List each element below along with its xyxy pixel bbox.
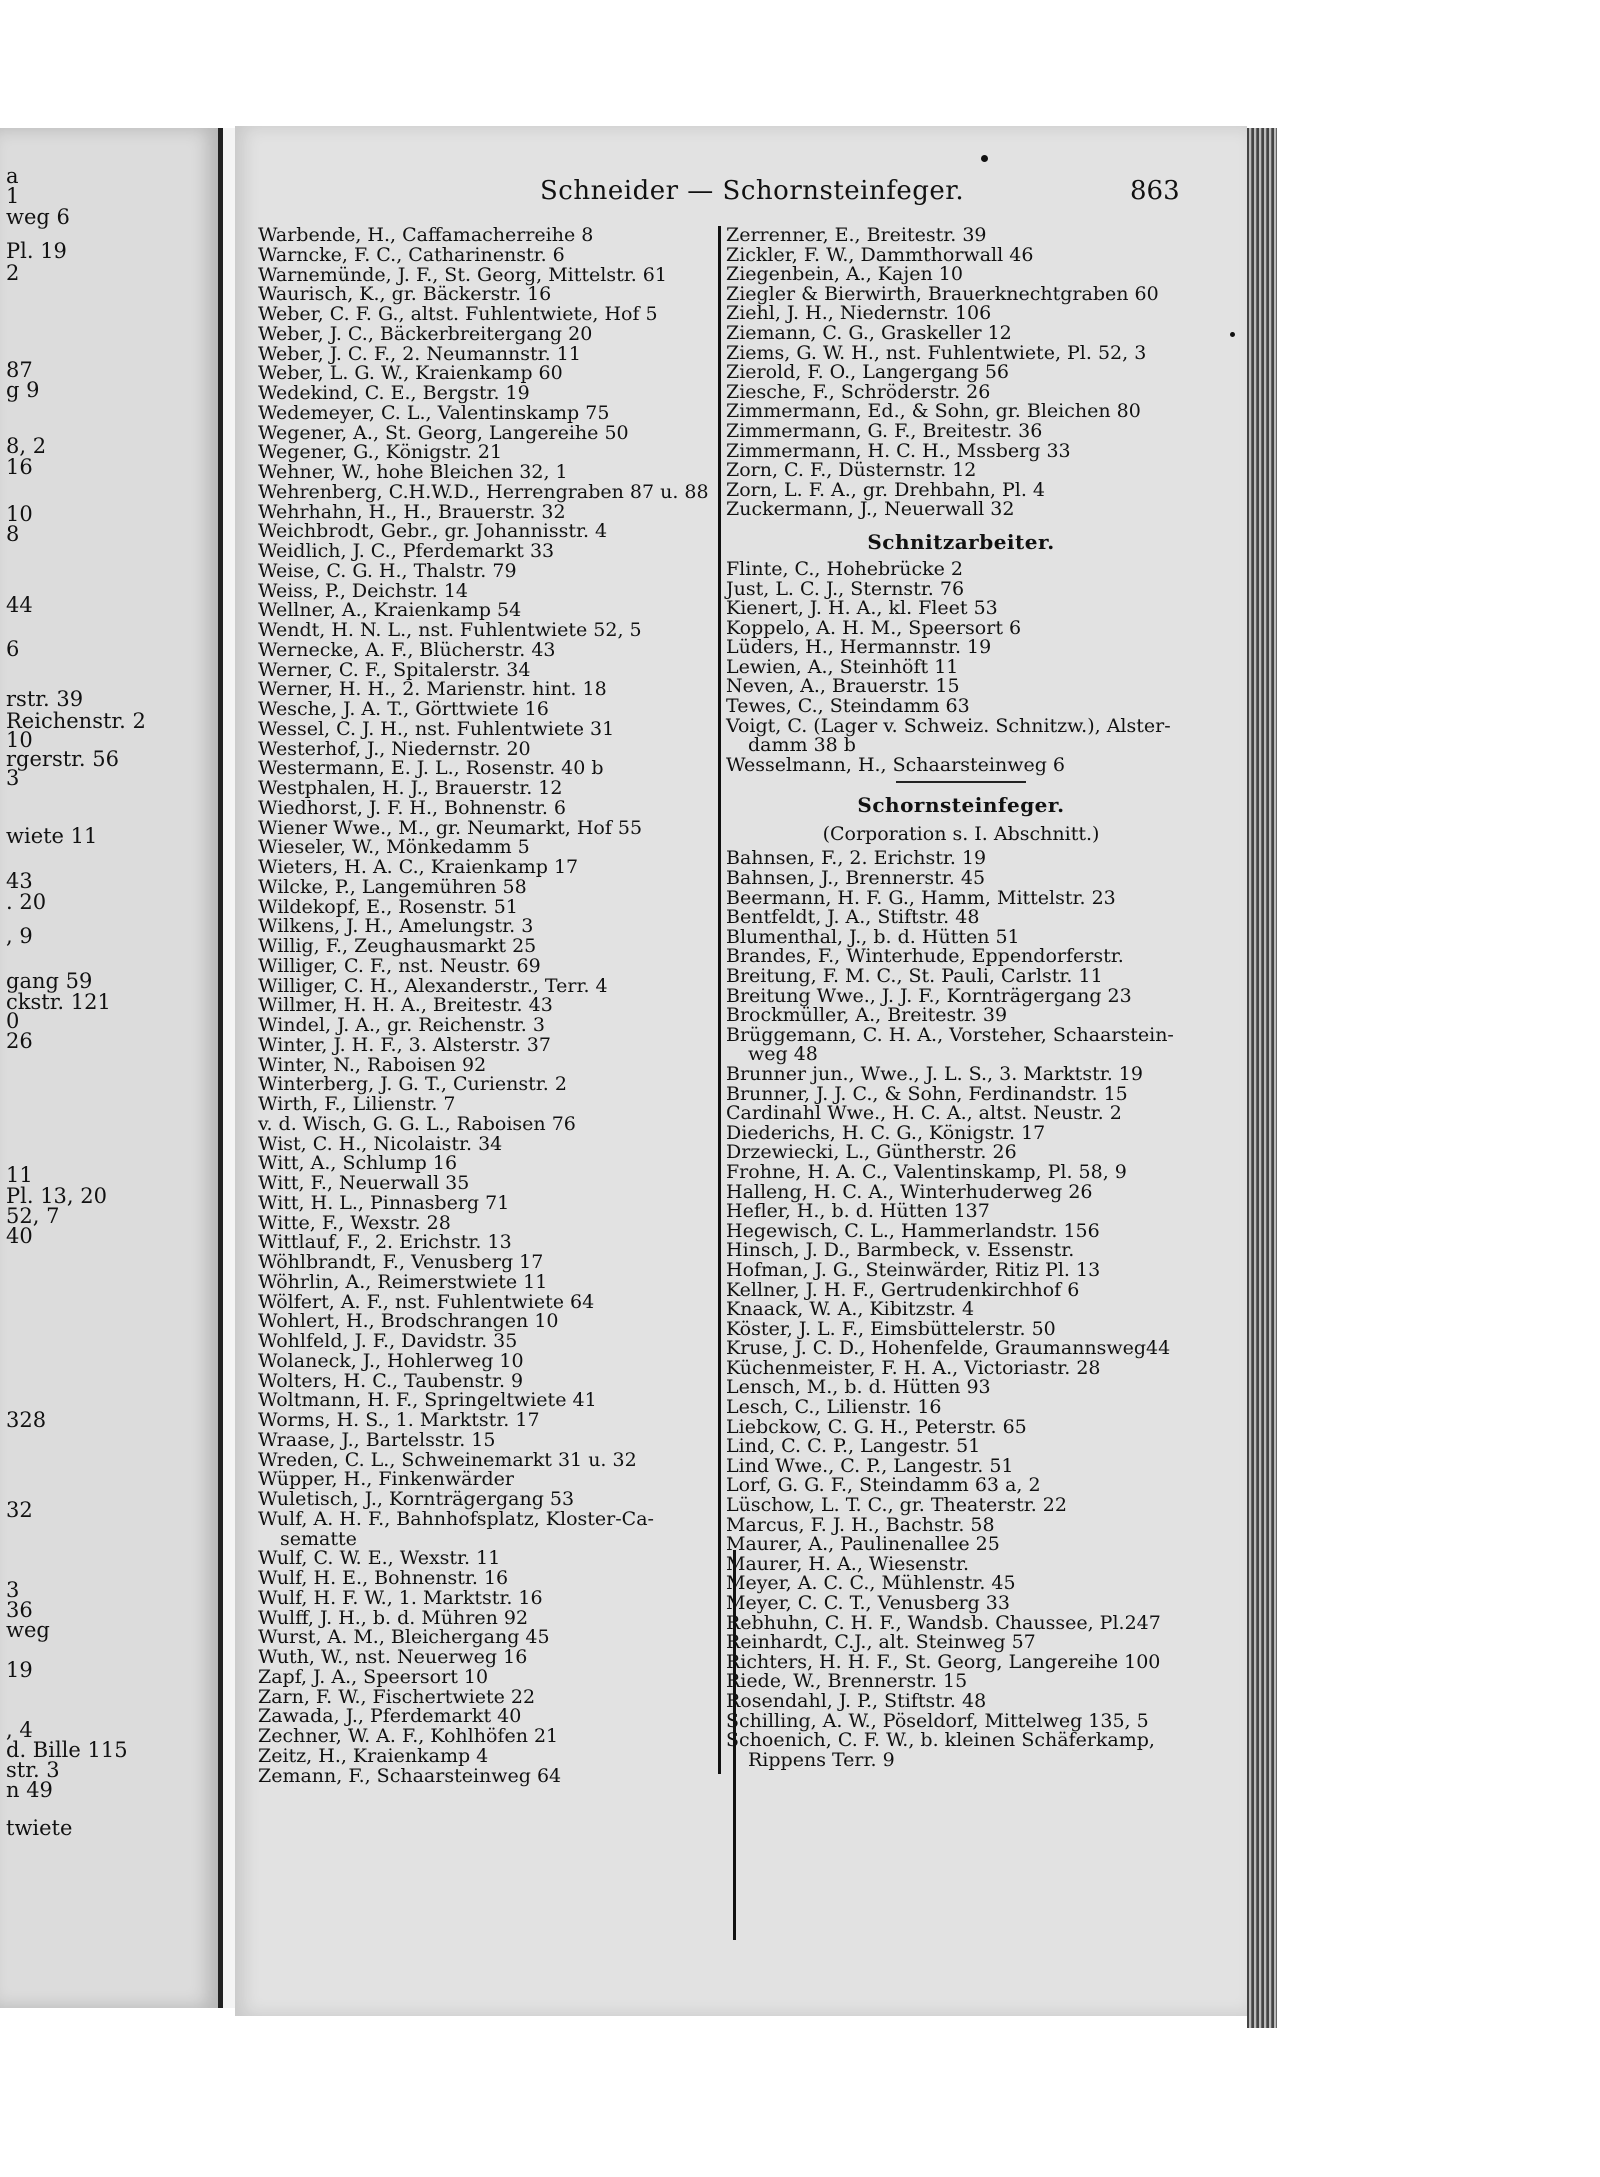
left-page-text-fragment: 8 (6, 522, 20, 546)
directory-entry: Brunner jun., Wwe., J. L. S., 3. Marktstr. 19 (726, 1062, 1143, 1085)
directory-entry: Wieters, H. A. C., Kraienkamp 17 (258, 856, 579, 878)
directory-entry: Wölfert, A. F., nst. Fuhlentwiete 64 (258, 1290, 595, 1313)
directory-entry: Tewes, C., Steindamm 63 (726, 695, 970, 718)
directory-entry: Zimmermann, Ed., & Sohn, gr. Bleichen 80 (726, 400, 1141, 423)
directory-entry: Lorf, G. G. F., Steindamm 63 a, 2 (726, 1474, 1041, 1497)
left-page-text-fragment: 10 (6, 502, 33, 526)
directory-entry: Lesch, C., Lilienstr. 16 (726, 1396, 942, 1419)
left-page-text-fragment: 26 (6, 1029, 33, 1053)
directory-entry: Wernecke, A. F., Blücherstr. 43 (258, 638, 556, 661)
directory-entry: Lensch, M., b. d. Hütten 93 (726, 1376, 991, 1399)
directory-entry: Ziesche, F., Schröderstr. 26 (726, 380, 991, 403)
directory-entry: sematte (280, 1527, 357, 1550)
directory-entry: Wieseler, W., Mönkedamm 5 (258, 836, 530, 859)
directory-entry: Witt, A., Schlump 16 (258, 1152, 458, 1175)
directory-entry: Lüders, H., Hermannstr. 19 (726, 636, 992, 659)
directory-entry: Ziems, G. W. H., nst. Fuhlentwiete, Pl. 52, 3 (726, 341, 1147, 364)
directory-entry: Warbende, H., Caffamacherreihe 8 (258, 224, 594, 246)
directory-entry: Zeitz, H., Kraienkamp 4 (258, 1744, 489, 1767)
directory-entry: Weber, L. G. W., Kraienkamp 60 (258, 362, 563, 385)
directory-entry: Köster, J. L. F., Eimsbüttelerstr. 50 (726, 1317, 1056, 1340)
directory-entry: Weichbrodt, Gebr., gr. Johannisstr. 4 (258, 520, 608, 543)
directory-entry: Zimmermann, G. F., Breitestr. 36 (726, 419, 1043, 442)
schornsteinfeger-entries (726, 849, 1196, 1770)
directory-entry: Werner, H. H., 2. Marienstr. hint. 18 (258, 678, 607, 701)
directory-entry: Hegewisch, C. L., Hammerlandstr. 156 (726, 1219, 1100, 1242)
directory-entry: Wittlauf, F., 2. Erichstr. 13 (258, 1231, 512, 1254)
directory-entry: Willmer, H. H. A., Breitestr. 43 (258, 994, 553, 1017)
directory-entry: Zorn, L. F. A., gr. Drehbahn, Pl. 4 (726, 478, 1045, 501)
directory-entry: Wolters, H. C., Taubenstr. 9 (258, 1369, 524, 1392)
directory-entry: Westermann, E. J. L., Rosenstr. 40 b (258, 757, 604, 780)
directory-entry: damm 38 b (748, 734, 856, 757)
directory-entry: Schilling, A. W., Pöseldorf, Mittelweg 135, 5 (726, 1709, 1149, 1732)
left-page-text-fragment: 3 (6, 766, 20, 790)
directory-entry: Just, L. C. J., Sternstr. 76 (726, 577, 965, 600)
directory-entry: Brunner, J. J. C., & Sohn, Ferdinandstr. 15 (726, 1082, 1128, 1105)
left-page-text-fragment: 0 (6, 1009, 20, 1033)
directory-entry: Wohlert, H., Brodschrangen 10 (258, 1310, 559, 1333)
directory-entry: Ziehl, J. H., Niedernstr. 106 (726, 302, 992, 325)
directory-entry: Wegener, A., St. Georg, Langereihe 50 (258, 421, 629, 444)
left-page-text-fragment: gang 59 (6, 969, 93, 993)
directory-entry: Wirth, F., Lilienstr. 7 (258, 1093, 456, 1115)
directory-entry: Westphalen, H. J., Brauerstr. 12 (258, 777, 563, 799)
left-page-text-fragment: wiete 11 (6, 824, 98, 848)
directory-entry: Zemann, F., Schaarsteinweg 64 (258, 1764, 562, 1787)
left-page-text-fragment: d. Bille 115 (6, 1738, 128, 1762)
directory-entry: Blumenthal, J., b. d. Hütten 51 (726, 925, 1020, 948)
directory-entry: Ziemann, C. G., Graskeller 12 (726, 321, 1012, 344)
directory-entry: Zarn, F. W., Fischertwiete 22 (258, 1685, 536, 1708)
directory-entry: Wöhrlin, A., Reimerstwiete 11 (258, 1270, 548, 1293)
directory-entry: Winter, N., Raboisen 92 (258, 1053, 487, 1076)
directory-entry: Zawada, J., Pferdemarkt 40 (258, 1705, 522, 1728)
directory-entry: Wuth, W., nst. Neuerweg 16 (258, 1646, 528, 1668)
directory-entry: Witt, H. L., Pinnasberg 71 (258, 1191, 510, 1214)
directory-entry: Hinsch, J. D., Barmbeck, v. Essenstr. (726, 1239, 1075, 1262)
directory-entry: Waurisch, K., gr. Bäckerstr. 16 (258, 283, 552, 306)
left-page-text-fragment: 2 (6, 261, 20, 285)
left-page-text-fragment: rgerstr. 56 (6, 747, 119, 771)
directory-entry: Woltmann, H. F., Springeltwiete 41 (258, 1389, 597, 1412)
left-page-text-fragment: 11 (6, 1163, 33, 1187)
directory-entry: Küchenmeister, F. H. A., Victoriastr. 28 (726, 1356, 1101, 1379)
directory-entry: Weber, J. C., Bäckerbreitergang 20 (258, 322, 593, 345)
directory-entry: Rosendahl, J. P., Stiftstr. 48 (726, 1689, 987, 1712)
directory-entry: Zierold, F. O., Langergang 56 (726, 361, 1010, 384)
directory-entry: Schoenich, C. F. W., b. kleinen Schäferkamp, (726, 1729, 1155, 1752)
directory-entry: Witt, F., Neuerwall 35 (258, 1172, 470, 1194)
directory-entry: Weidlich, J. C., Pferdemarkt 33 (258, 540, 555, 562)
directory-entry: Zerrenner, E., Breitestr. 39 (726, 224, 987, 246)
directory-entry: Meyer, A. C. C., Mühlenstr. 45 (726, 1572, 1016, 1595)
left-page-text-fragment: 6 (6, 637, 20, 661)
directory-entry: Warncke, F. C., Catharinenstr. 6 (258, 243, 565, 266)
section-heading-schornsteinfeger: Schornsteinfeger. (857, 793, 1065, 818)
directory-entry: Zapf, J. A., Speersort 10 (258, 1665, 489, 1688)
directory-entry: Richters, H. H. F., St. Georg, Langereihe 100 (726, 1650, 1161, 1673)
directory-entry: Lind, C. C. P., Langestr. 51 (726, 1435, 981, 1458)
section-heading-schnitzarbeiter: Schnitzarbeiter. (867, 529, 1055, 554)
directory-entry: Wuletisch, J., Kornträgergang 53 (258, 1488, 575, 1510)
directory-entry: Wesselmann, H., Schaarsteinweg 6 (726, 753, 1066, 776)
directory-entry: Neven, A., Brauerstr. 15 (726, 675, 960, 698)
running-header: Schneider — Schornsteinfeger. (540, 176, 965, 206)
directory-entry: Wehrenberg, C.H.W.D., Herrengraben 87 u. 88 (258, 480, 709, 503)
directory-entry: Wulf, H. F. W., 1. Marktstr. 16 (258, 1586, 543, 1609)
directory-entry: Breitung, F. M. C., St. Pauli, Carlstr. 11 (726, 965, 1103, 987)
directory-entry: Diederichs, H. C. G., Königstr. 17 (726, 1121, 1046, 1144)
directory-entry: Wehrhahn, H., H., Brauerstr. 32 (258, 500, 566, 523)
directory-entry: Windel, J. A., gr. Reichenstr. 3 (258, 1014, 545, 1036)
directory-entry: Wulff, J. H., b. d. Mühren 92 (258, 1606, 529, 1629)
directory-entry: Wulf, A. H. F., Bahnhofsplatz, Kloster-Ca- (258, 1507, 654, 1530)
directory-entry: Wraase, J., Bartelsstr. 15 (258, 1428, 496, 1451)
section-subtitle: (Corporation s. I. Abschnitt.) (822, 823, 1100, 846)
directory-entry: Lüschow, L. T. C., gr. Theaterstr. 22 (726, 1494, 1067, 1517)
left-page-text-fragment: n 49 (6, 1778, 53, 1802)
directory-column-1 (258, 226, 713, 1786)
left-page-text-fragment: twiete (6, 1816, 73, 1840)
ink-spot (981, 155, 988, 162)
page-edges (1247, 128, 1277, 2028)
left-page-text-fragment: rstr. 39 (6, 687, 84, 711)
directory-entry: Warnemünde, J. F., St. Georg, Mittelstr. 61 (258, 263, 667, 286)
directory-entry: Wendt, H. N. L., nst. Fuhlentwiete 52, 5 (258, 619, 642, 641)
directory-entry: Voigt, C. (Lager v. Schweiz. Schnitzw.), Alster- (726, 714, 1171, 737)
page-number: 863 (1130, 176, 1180, 206)
directory-entry: Reinhardt, C.J., alt. Steinweg 57 (726, 1631, 1036, 1654)
directory-entry: Wulf, H. E., Bohnenstr. 16 (258, 1567, 509, 1589)
directory-entry: Rippens Terr. 9 (748, 1748, 895, 1771)
directory-entry: Zuckermann, J., Neuerwall 32 (726, 498, 1015, 521)
directory-entry: Willig, F., Zeughausmarkt 25 (258, 935, 537, 957)
column-rule (718, 226, 721, 1774)
left-page-text-fragment: 32 (6, 1498, 33, 1522)
section-separator (896, 781, 1026, 783)
left-page-text-fragment: 328 (6, 1408, 47, 1432)
directory-entry: Winter, J. H. F., 3. Alsterstr. 37 (258, 1033, 551, 1056)
left-page-text-fragment: ckstr. 121 (6, 990, 111, 1014)
directory-entry: Worms, H. S., 1. Marktstr. 17 (258, 1409, 540, 1431)
left-page-text-fragment: , 4 (6, 1718, 33, 1742)
left-page-text-fragment: 40 (6, 1224, 33, 1248)
directory-entry: Bahnsen, J., Brennerstr. 45 (726, 867, 986, 890)
directory-entry: Drzewiecki, L., Güntherstr. 26 (726, 1141, 1017, 1164)
left-page-text-fragment: str. 3 (6, 1758, 60, 1782)
left-page-text-fragment: 1 (6, 184, 20, 208)
directory-entry: Hefler, H., b. d. Hütten 137 (726, 1200, 990, 1223)
directory-entry: Wildekopf, E., Rosenstr. 51 (258, 895, 518, 918)
directory-entry: weg 48 (748, 1043, 818, 1066)
schneider-entries-continued (726, 226, 1196, 520)
book-gutter (223, 128, 235, 2008)
directory-entry: Beermann, H. F. G., Hamm, Mittelstr. 23 (726, 886, 1116, 909)
directory-entry: Maurer, A., Paulinenallee 25 (726, 1533, 1000, 1556)
directory-entry: Zorn, C. F., Düsternstr. 12 (726, 459, 977, 482)
directory-entry: Weber, C. F. G., altst. Fuhlentwiete, Hof 5 (258, 303, 658, 325)
directory-entry: Halleng, H. C. A., Winterhuderweg 26 (726, 1180, 1093, 1203)
directory-entry: v. d. Wisch, G. G. L., Raboisen 76 (258, 1112, 576, 1135)
left-page-text-fragment: 19 (6, 1658, 33, 1682)
left-page-text-fragment: 16 (6, 455, 33, 479)
left-page-text-fragment: . 20 (6, 890, 47, 914)
directory-entry: Bahnsen, F., 2. Erichstr. 19 (726, 847, 987, 870)
directory-entry: Brockmüller, A., Breitestr. 39 (726, 1004, 1008, 1027)
left-page-text-fragment: 8, 2 (6, 434, 47, 458)
left-page-text-fragment: 10 (6, 728, 33, 752)
left-page-text-fragment: Pl. 19 (6, 239, 67, 263)
directory-entry: Meyer, C. C. T., Venusberg 33 (726, 1592, 1010, 1614)
schnitzarbeiter-entries (726, 557, 1196, 776)
directory-entry: Ziegler & Bierwirth, Brauerknechtgraben 60 (726, 282, 1159, 305)
directory-entry: Williger, C. H., Alexanderstr., Terr. 4 (258, 974, 608, 997)
directory-entry: Witte, F., Wexstr. 28 (258, 1211, 451, 1234)
directory-entry: Wiener Wwe., M., gr. Neumarkt, Hof 55 (258, 816, 643, 839)
directory-entry: Zimmermann, H. C. H., Mssberg 33 (726, 439, 1071, 462)
directory-entry: Wessel, C. J. H., nst. Fuhlentwiete 31 (258, 717, 615, 740)
directory-entry: Breitung Wwe., J. J. F., Kornträgergang 23 (726, 984, 1132, 1007)
directory-entry: Wurst, A. M., Bleichergang 45 (258, 1626, 550, 1649)
directory-entry: Westerhof, J., Niedernstr. 20 (258, 737, 531, 760)
directory-column-2 (726, 226, 1196, 1770)
left-page-text-fragment: Reichenstr. 2 (6, 709, 146, 733)
directory-entry: Wilkens, J. H., Amelungstr. 3 (258, 915, 534, 938)
directory-entry: Bentfeldt, J. A., Stiftstr. 48 (726, 906, 980, 929)
left-page-text-fragment: a (6, 164, 19, 188)
directory-entry: Wohlfeld, J. F., Davidstr. 35 (258, 1330, 518, 1352)
directory-entry: Flinte, C., Hohebrücke 2 (726, 557, 964, 580)
directory-entry: Kienert, J. H. A., kl. Fleet 53 (726, 597, 998, 620)
directory-entry: Marcus, F. J. H., Bachstr. 58 (726, 1513, 995, 1536)
directory-entry: Brüggemann, C. H. A., Vorsteher, Schaarstein- (726, 1023, 1174, 1046)
directory-entry: Kellner, J. H. F., Gertrudenkirchhof 6 (726, 1278, 1080, 1301)
left-page-text-fragment: , 9 (6, 924, 33, 948)
directory-entry: Weiss, P., Deichstr. 14 (258, 579, 469, 602)
directory-entry: Maurer, H. A., Wiesenstr. (726, 1552, 970, 1575)
directory-entry: Wiedhorst, J. F. H., Bohnenstr. 6 (258, 796, 567, 819)
left-page-text-fragment: g 9 (6, 378, 40, 402)
directory-entry: Wedekind, C. E., Bergstr. 19 (258, 382, 530, 404)
directory-entry: Williger, C. F., nst. Neustr. 69 (258, 954, 541, 977)
directory-entry: Wüpper, H., Finkenwärder (258, 1468, 514, 1491)
ink-spot (1230, 332, 1235, 337)
left-page-text-fragment: weg 6 (6, 205, 70, 229)
directory-entry: Wesche, J. A. T., Görttwiete 16 (258, 698, 549, 720)
left-page-text-fragment: 3 (6, 1578, 20, 1602)
directory-entry: Zechner, W. A. F., Kohlhöfen 21 (258, 1725, 559, 1747)
directory-entry: Knaack, W. A., Kibitzstr. 4 (726, 1298, 975, 1321)
directory-entry: Kruse, J. C. D., Hohenfelde, Graumannsweg44 (726, 1337, 1171, 1360)
directory-entry: Zickler, F. W., Dammthorwall 46 (726, 243, 1034, 266)
directory-entry: Lewien, A., Steinhöft 11 (726, 655, 959, 678)
directory-entry: Lind Wwe., C. P., Langestr. 51 (726, 1454, 1014, 1477)
directory-entry: Wehner, W., hohe Bleichen 32, 1 (258, 461, 568, 483)
directory-entry: Wilcke, P., Langemühren 58 (258, 875, 527, 898)
directory-entry: Wolaneck, J., Hohlerweg 10 (258, 1349, 524, 1372)
left-page-text-fragment: weg (6, 1618, 50, 1642)
directory-entry: Wöhlbrandt, F., Venusberg 17 (258, 1251, 544, 1273)
directory-entry: Brandes, F., Winterhude, Eppendorferstr. (726, 945, 1124, 968)
left-page-text-fragment: 52, 7 (6, 1204, 60, 1228)
directory-entry: Wreden, C. L., Schweinemarkt 31 u. 32 (258, 1448, 637, 1471)
directory-entry: Weber, J. C. F., 2. Neumannstr. 11 (258, 342, 581, 365)
left-page-text-fragment: 87 (6, 358, 33, 382)
directory-entry: Rebhuhn, C. H. F., Wandsb. Chaussee, Pl.247 (726, 1611, 1161, 1634)
directory-entry: Wegener, G., Königstr. 21 (258, 441, 503, 464)
directory-entry: Wulf, C. W. E., Wexstr. 11 (258, 1547, 501, 1570)
left-page-text-fragment: 43 (6, 869, 33, 893)
directory-entry: Ziegenbein, A., Kajen 10 (726, 263, 963, 286)
directory-entry: Riede, W., Brennerstr. 15 (726, 1670, 968, 1693)
directory-entry: Frohne, H. A. C., Valentinskamp, Pl. 58, 9 (726, 1160, 1127, 1183)
directory-entry: Werner, C. F., Spitalerstr. 34 (258, 658, 531, 681)
left-page-text-fragment: Pl. 13, 20 (6, 1184, 107, 1208)
directory-entry: Liebckow, C. G. H., Peterstr. 65 (726, 1415, 1027, 1438)
directory-entry: Weise, C. G. H., Thalstr. 79 (258, 559, 517, 582)
left-page-fragment (0, 128, 223, 2008)
left-page-text-fragment: 44 (6, 593, 33, 617)
left-page-text-fragment: 36 (6, 1598, 33, 1622)
directory-entry: Koppelo, A. H. M., Speersort 6 (726, 616, 1022, 639)
directory-entry: Wellner, A., Kraienkamp 54 (258, 599, 522, 622)
directory-entry: Wedemeyer, C. L., Valentinskamp 75 (258, 401, 610, 424)
directory-entry: Wist, C. H., Nicolaistr. 34 (258, 1132, 503, 1155)
directory-entry: Hofman, J. G., Steinwärder, Ritiz Pl. 13 (726, 1258, 1101, 1281)
directory-entry: Winterberg, J. G. T., Curienstr. 2 (258, 1073, 567, 1096)
directory-entry: Cardinahl Wwe., H. C. A., altst. Neustr. 2 (726, 1102, 1122, 1125)
